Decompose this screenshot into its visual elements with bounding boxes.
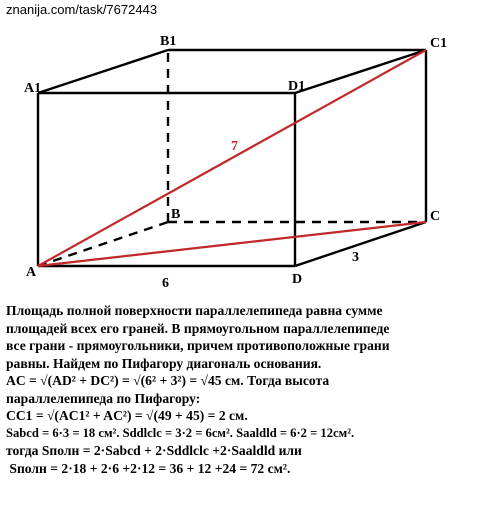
length-label-ac1: 7 <box>231 139 238 154</box>
solution-line: AC = √(AD² + DC²) = √(6² + 3²) = √45 см. Тогда высота <box>6 373 330 388</box>
vertex-label-a: A <box>26 265 37 280</box>
solution-line: тогда Sполн = 2·Sabcd + 2·Sddlclc +2·Saaldld или <box>6 443 302 458</box>
solution-line: равны. Найдем по Пифагору диагональ основания. <box>6 355 322 371</box>
solution-line: все грани - прямоугольники, причем противоположные грани <box>6 338 390 353</box>
vertex-label-c1: C1 <box>430 36 448 51</box>
length-label-ad: 6 <box>162 276 169 291</box>
solution-line: Sполн = 2·18 + 2·6 +2·12 = 36 + 12 +24 = 72 см². <box>6 460 291 476</box>
diagonal-a-c <box>38 222 426 266</box>
length-label-dc: 3 <box>352 250 359 265</box>
vertex-label-a1: A1 <box>24 81 42 96</box>
diagonals <box>38 50 426 266</box>
vertex-label-b1: B1 <box>160 34 177 49</box>
solution-text <box>6 302 486 477</box>
solution-line: параллелепипеда по Пифагору: <box>6 390 201 406</box>
watermark-url: znanija.com/task/7672443 <box>6 2 158 17</box>
edge-a1-b1 <box>38 50 168 93</box>
vertex-label-b: B <box>171 207 181 222</box>
solution-line: Площадь полной поверхности параллелепипеда равна сумме <box>6 303 383 318</box>
solution-line: площадей всех его граней. В прямоугольном параллелепипеде <box>6 320 390 336</box>
vertex-label-c: C <box>430 209 441 224</box>
vertex-label-d: D <box>292 272 303 287</box>
diagonal-a-c1 <box>38 50 426 266</box>
solution-line: CC1 = √(AC1² + AC²) = √(49 + 45) = 2 см. <box>6 408 248 423</box>
vertex-label-d1: D1 <box>288 79 306 94</box>
solution-line: Sabcd = 6·3 = 18 см². Sddlclc = 3·2 = 6см². Saaldld = 6·2 = 12см². <box>6 425 355 440</box>
